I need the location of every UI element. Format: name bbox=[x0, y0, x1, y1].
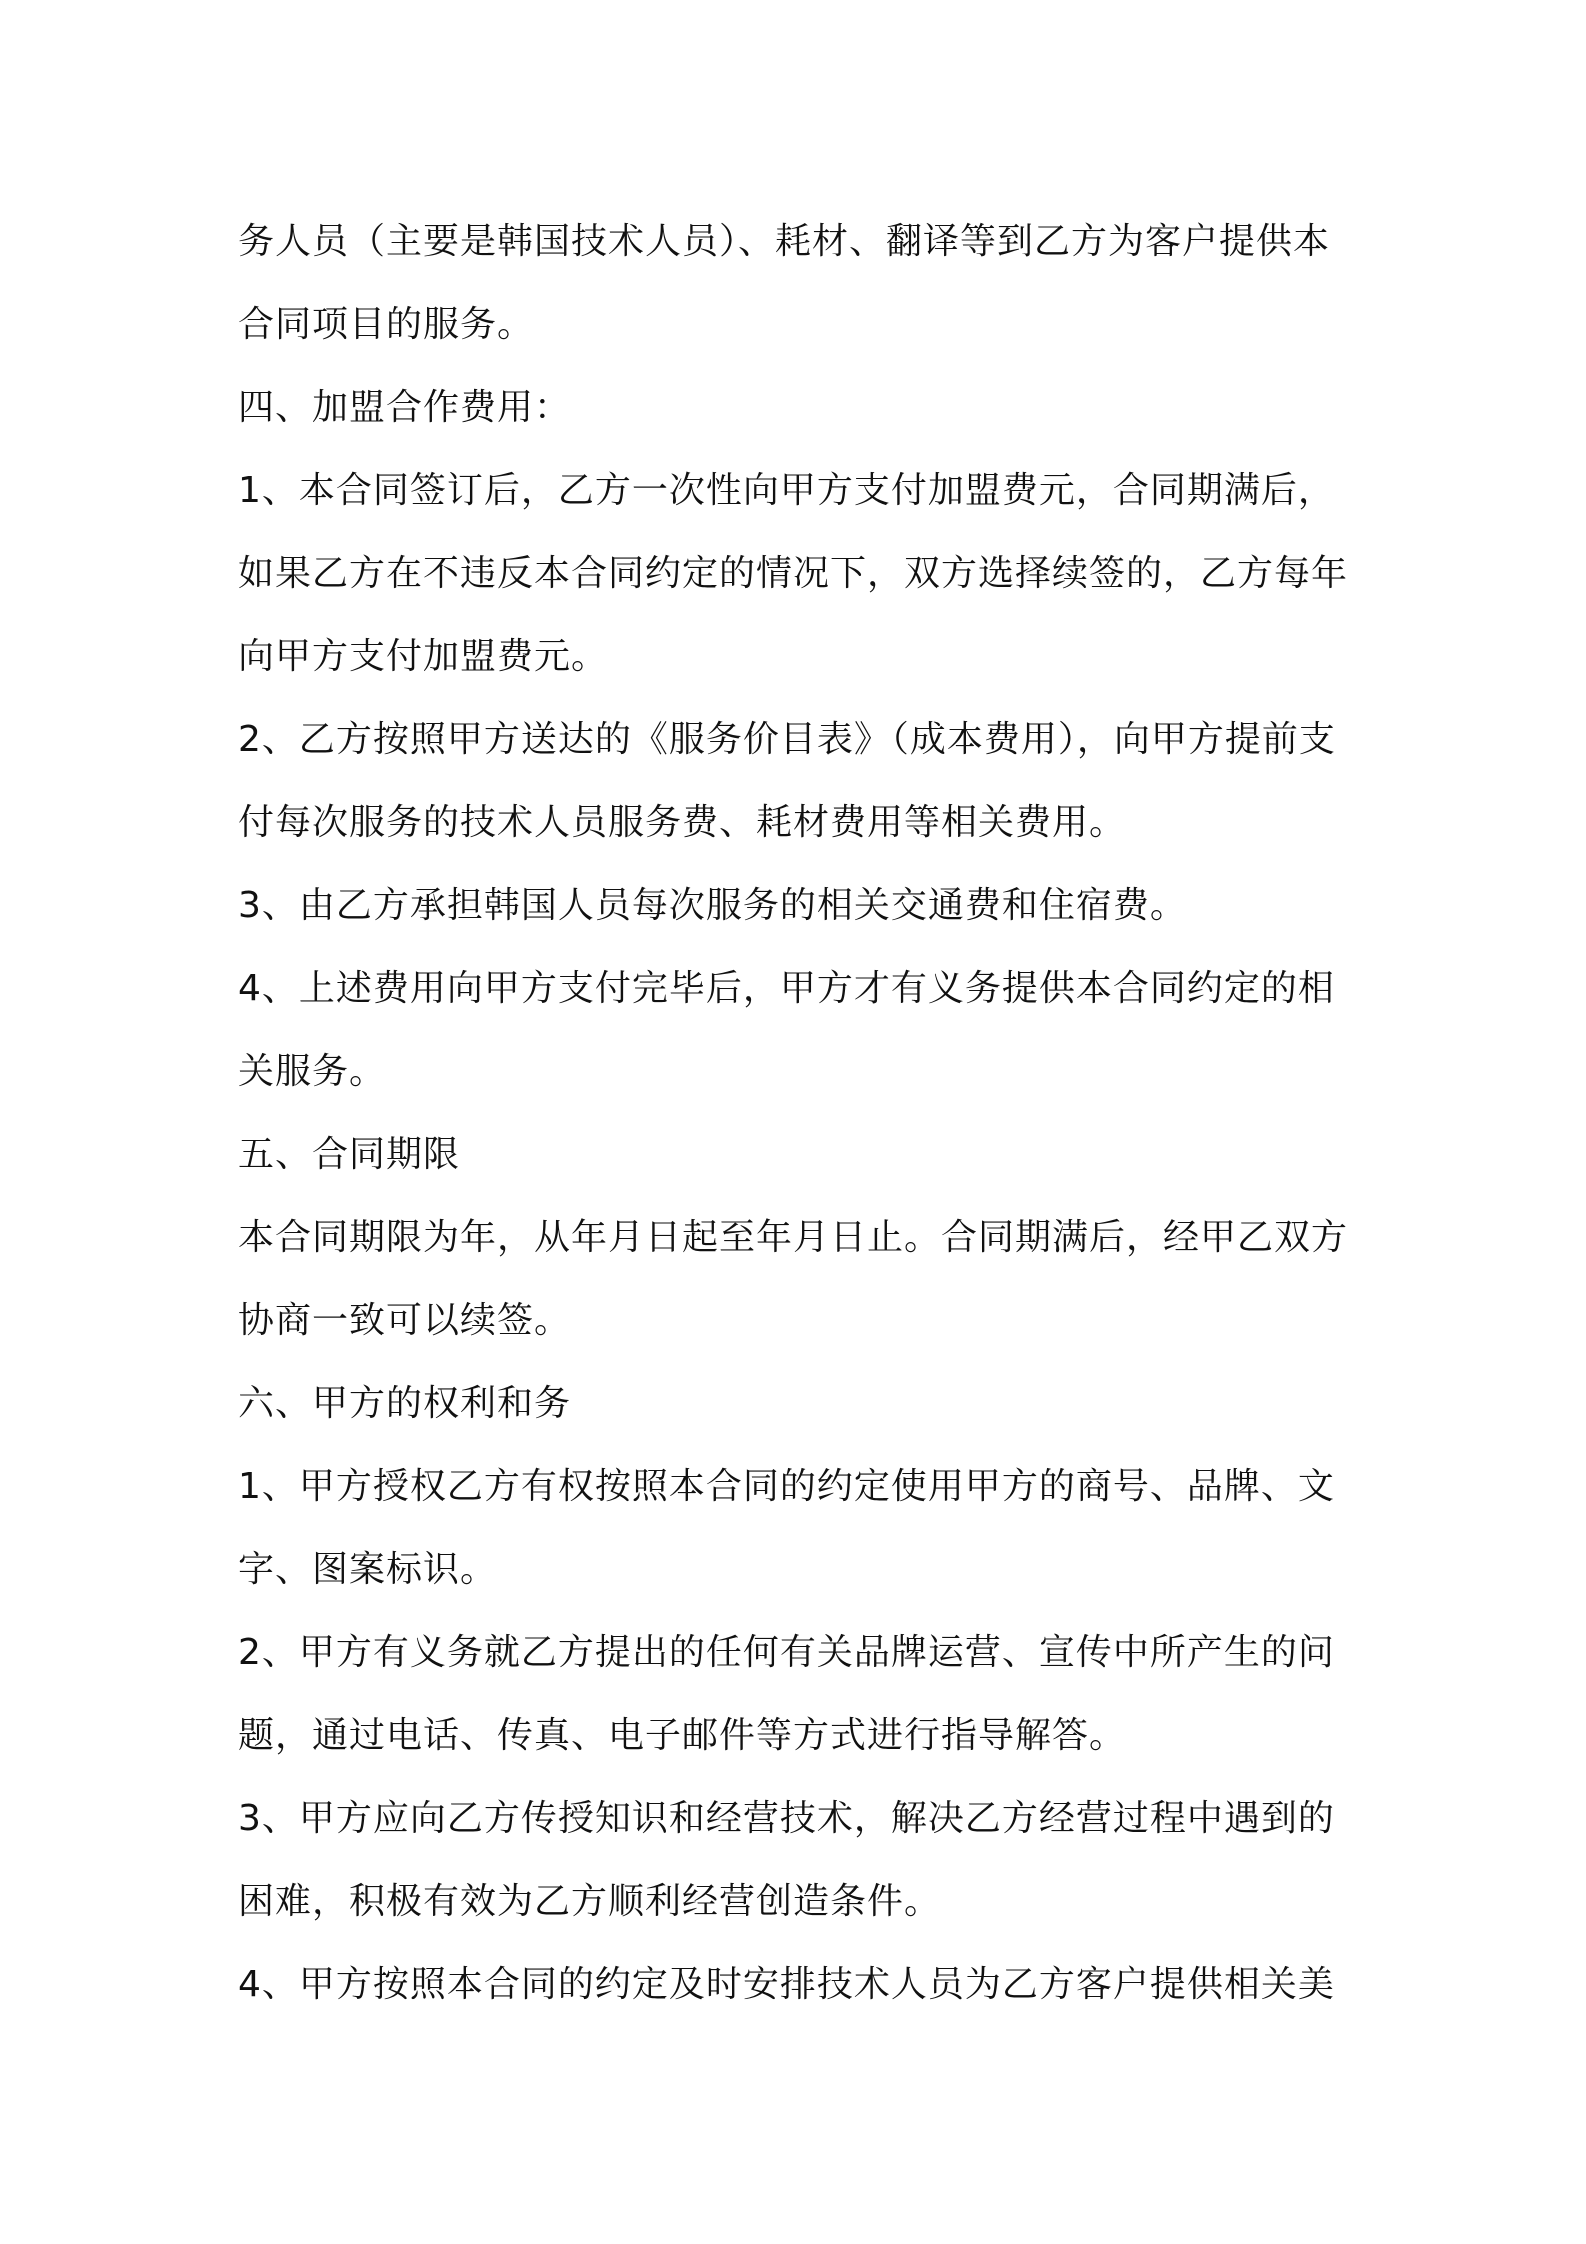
document-body bbox=[238, 200, 1358, 2026]
text-line: 1、本合同签订后，乙方一次性向甲方支付加盟费元，合同期满后， bbox=[238, 470, 1335, 511]
text-line: 本合同期限为年，从年月日起至年月日止。合同期满后，经甲乙双方 bbox=[238, 1217, 1349, 1258]
section-heading: 四、加盟合作费用： bbox=[238, 387, 572, 428]
text-line: 协商一致可以续签。 bbox=[238, 1300, 572, 1341]
text-line: 困难，积极有效为乙方顺利经营创造条件。 bbox=[238, 1881, 942, 1922]
text-line: 2、乙方按照甲方送达的《服务价目表》（成本费用），向甲方提前支 bbox=[238, 719, 1336, 760]
text-line: 1、甲方授权乙方有权按照本合同的约定使用甲方的商号、品牌、文 bbox=[238, 1466, 1335, 1507]
text-line: 如果乙方在不违反本合同约定的情况下，双方选择续签的，乙方每年 bbox=[238, 553, 1349, 594]
text-line: 务人员（主要是韩国技术人员）、耗材、翻译等到乙方为客户提供本 bbox=[238, 221, 1331, 262]
text-line: 3、甲方应向乙方传授知识和经营技术，解决乙方经营过程中遇到的 bbox=[238, 1798, 1335, 1839]
text-line: 关服务。 bbox=[238, 1051, 387, 1092]
text-line: 4、上述费用向甲方支付完毕后，甲方才有义务提供本合同约定的相 bbox=[238, 968, 1335, 1009]
text-line: 2、甲方有义务就乙方提出的任何有关品牌运营、宣传中所产生的问 bbox=[238, 1632, 1335, 1673]
text-line: 合同项目的服务。 bbox=[238, 304, 535, 345]
section-heading: 六、甲方的权利和务 bbox=[238, 1383, 572, 1424]
text-line: 付每次服务的技术人员服务费、耗材费用等相关费用。 bbox=[238, 802, 1127, 843]
text-line: 字、图案标识。 bbox=[238, 1549, 498, 1590]
text-line: 4、甲方按照本合同的约定及时安排技术人员为乙方客户提供相关美 bbox=[238, 1964, 1335, 2005]
text-line: 向甲方支付加盟费元。 bbox=[238, 636, 609, 677]
text-line: 题，通过电话、传真、电子邮件等方式进行指导解答。 bbox=[238, 1715, 1127, 1756]
section-heading: 五、合同期限 bbox=[238, 1134, 461, 1175]
text-line: 3、由乙方承担韩国人员每次服务的相关交通费和住宿费。 bbox=[238, 885, 1187, 926]
